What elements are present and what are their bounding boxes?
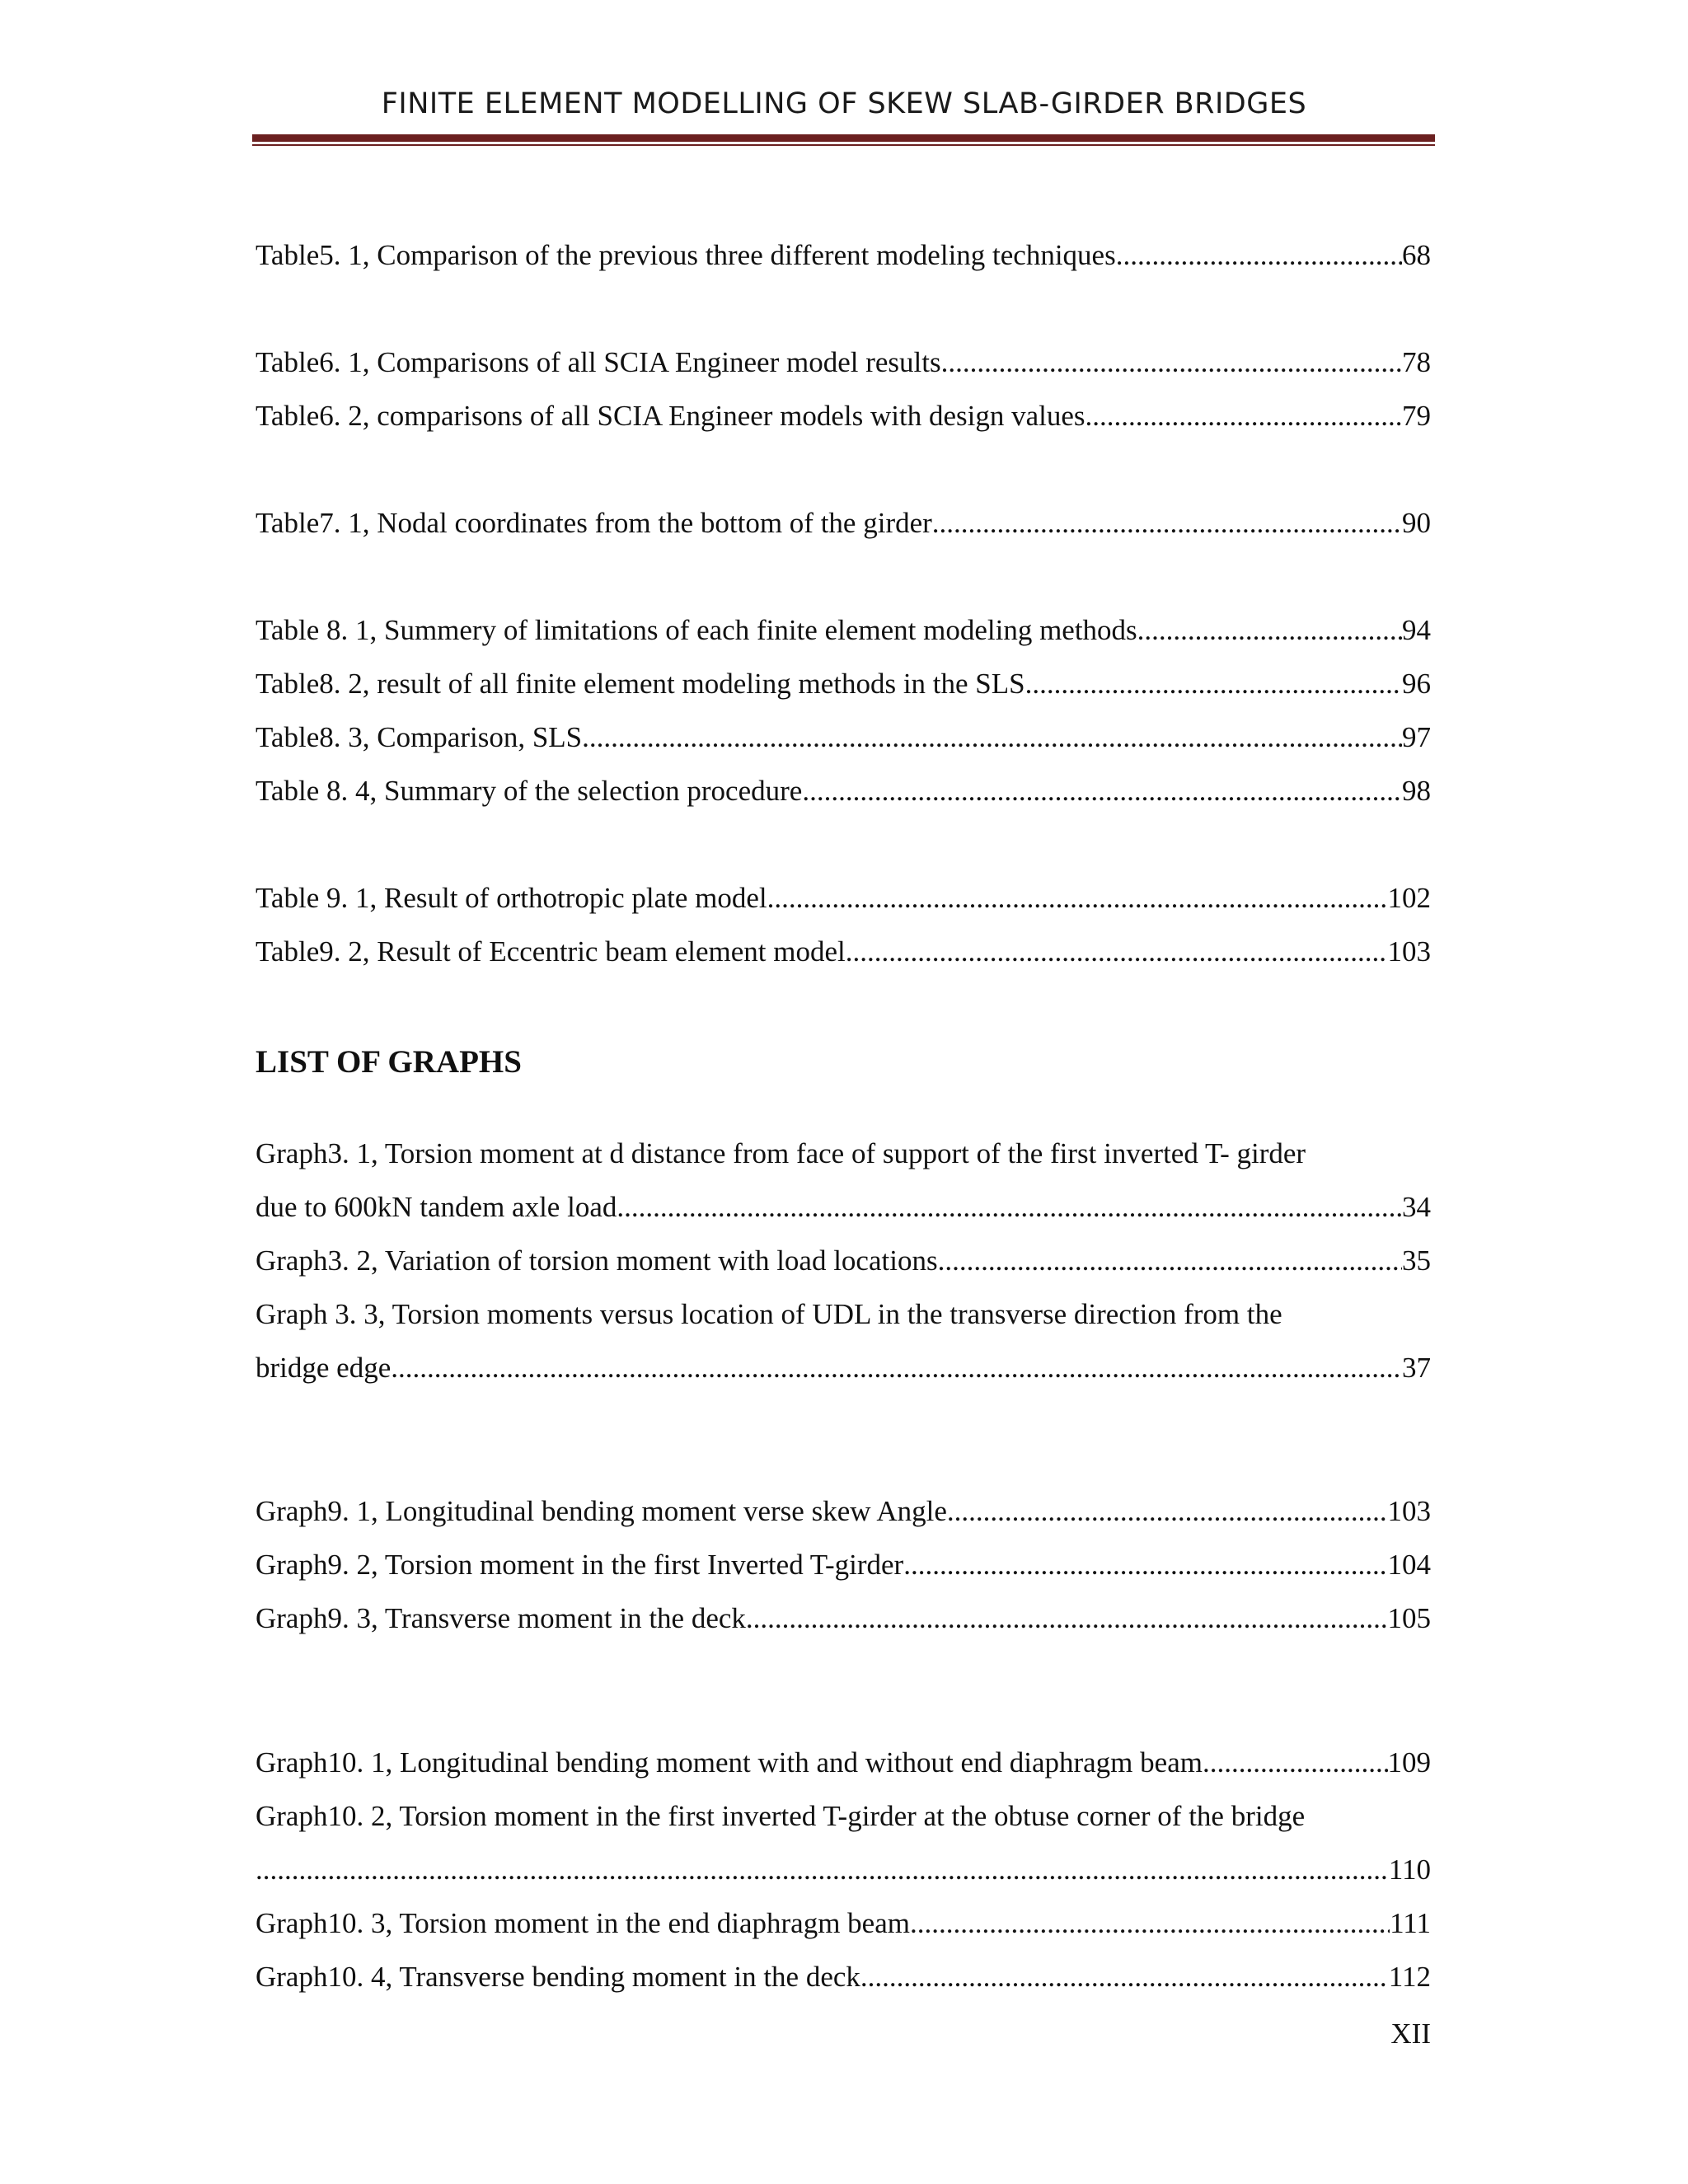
header-rule-thick <box>252 134 1435 142</box>
toc-entry-graph-9-1: Graph9. 1, Longitudinal bending moment verse skew Angle ..... 103 <box>256 1493 1431 1530</box>
list-of-graphs-heading: LIST OF GRAPHS <box>256 1044 522 1080</box>
toc-entry-graph-10-3: Graph10. 3, Torsion moment in the end diaphragm beam ..... 111 <box>256 1905 1431 1942</box>
toc-entry-graph-9-3: Graph9. 3, Transverse moment in the deck ..... 105 <box>256 1601 1431 1637</box>
toc-entry-graph-3-2: Graph3. 2, Variation of torsion moment with load locations ..... 35 <box>256 1243 1431 1279</box>
toc-entry-table-6-2: Table6. 2, comparisons of all SCIA Engineer models with design values ..... 79 <box>256 398 1431 434</box>
toc-entry-table-8-3: Table8. 3, Comparison, SLS ..... 97 <box>256 719 1431 756</box>
toc-entry-graph-3-1-line1: Graph3. 1, Torsion moment at d distance from face of support of the first inverted T- girder <box>256 1137 1306 1169</box>
toc-entry-graph-10-2-line1: Graph10. 2, Torsion moment in the first inverted T-girder at the obtuse corner of the bridge <box>256 1800 1306 1832</box>
toc-entry-table-9-1: Table 9. 1, Result of orthotropic plate model ..... 102 <box>256 880 1431 916</box>
toc-entry-table-7-1: Table7. 1, Nodal coordinates from the bottom of the girder ..... 90 <box>256 505 1431 541</box>
toc-entry-table-5-1: Table5. 1, Comparison of the previous three different modeling techniques ..... 68 <box>256 237 1431 274</box>
toc-entry-graph-9-2: Graph9. 2, Torsion moment in the first Inverted T-girder ..... 104 <box>256 1547 1431 1583</box>
toc-entry-graph-3-1-line2: due to 600kN tandem axle load ..... 34 <box>256 1189 1431 1226</box>
toc-entry-graph-3-3-line2: bridge edge ..... 37 <box>256 1350 1431 1386</box>
running-header-title: FINITE ELEMENT MODELLING OF SKEW SLAB-GIRDER BRIDGES <box>381 87 1307 120</box>
toc-entry-graph-10-1: Graph10. 1, Longitudinal bending moment with and without end diaphragm beam ..... 109 <box>256 1745 1431 1781</box>
toc-entry-table-8-4: Table 8. 4, Summary of the selection procedure ..... 98 <box>256 773 1431 809</box>
toc-entry-table-6-1: Table6. 1, Comparisons of all SCIA Engineer model results ..... 78 <box>256 344 1431 381</box>
page-number: XII <box>1390 2018 1431 2050</box>
toc-entry-table-8-1: Table 8. 1, Summery of limitations of each finite element modeling methods ..... 94 <box>256 612 1431 649</box>
toc-entry-table-9-2: Table9. 2, Result of Eccentric beam element model ..... 103 <box>256 934 1431 970</box>
toc-entry-graph-10-2-line2: ..... 110 <box>256 1852 1431 1888</box>
toc-entry-table-8-2: Table8. 2, result of all finite element modeling methods in the SLS ..... 96 <box>256 666 1431 702</box>
header-rule-thin <box>252 144 1435 146</box>
toc-entry-graph-3-3-line1: Graph 3. 3, Torsion moments versus location of UDL in the transverse direction from the <box>256 1298 1282 1330</box>
toc-entry-graph-10-4: Graph10. 4, Transverse bending moment in the deck ..... 112 <box>256 1959 1431 1995</box>
